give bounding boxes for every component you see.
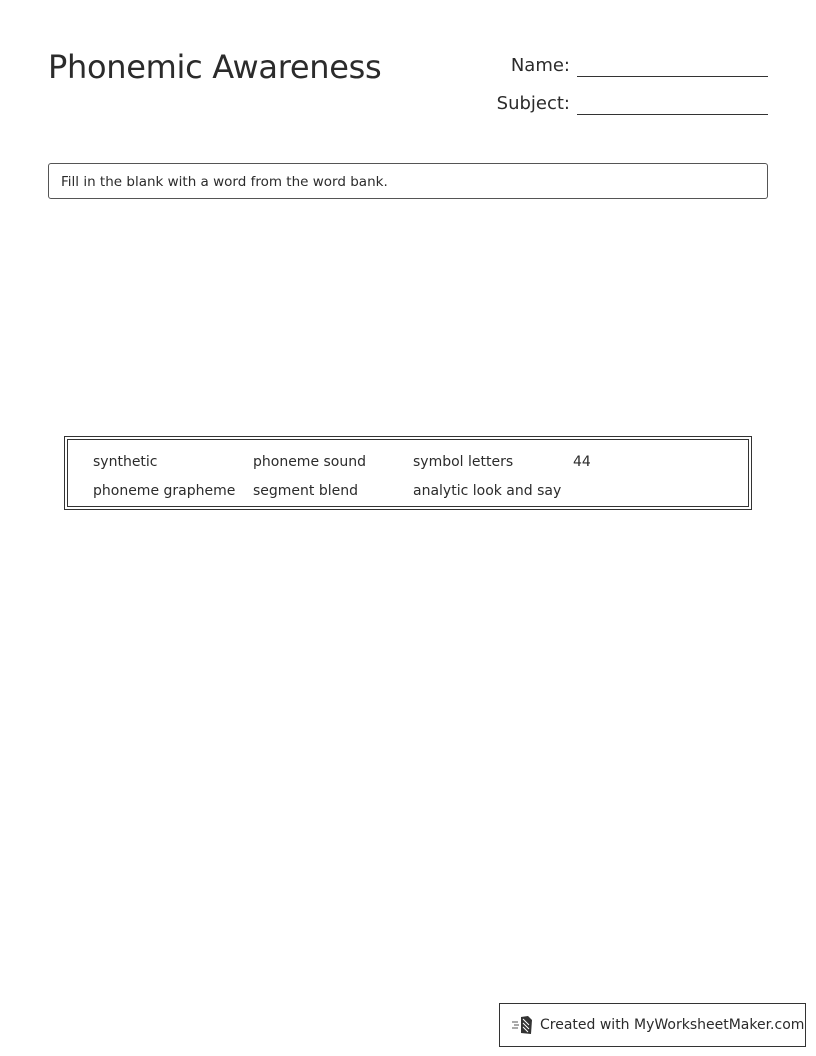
- instructions-box: Fill in the blank with a word from the word bank.: [48, 163, 768, 199]
- word-bank-item: phoneme sound: [253, 453, 367, 470]
- subject-field: [490, 92, 768, 115]
- word-bank-item: synthetic: [93, 453, 158, 470]
- word-bank-item: phoneme grapheme: [93, 482, 236, 499]
- footer-text: Created with MyWorksheetMaker.com: [540, 1017, 805, 1033]
- word-bank-item: analytic look and say: [413, 482, 562, 499]
- subject-blank-line[interactable]: [577, 92, 768, 115]
- word-bank-item: segment blend: [253, 482, 359, 499]
- page-title: Phonemic Awareness: [48, 48, 382, 86]
- word-bank-item: symbol letters: [413, 453, 514, 470]
- word-bank-item: 44: [573, 453, 591, 470]
- worksheet-maker-logo-icon: [512, 1015, 534, 1035]
- subject-label: Subject:: [496, 93, 570, 114]
- word-bank: [64, 436, 752, 510]
- word-bank-row: [93, 476, 748, 505]
- name-label: Name:: [510, 55, 570, 76]
- name-field: [490, 54, 768, 77]
- word-bank-row: [93, 447, 748, 476]
- footer-credit[interactable]: [499, 1003, 806, 1047]
- name-blank-line[interactable]: [577, 54, 768, 77]
